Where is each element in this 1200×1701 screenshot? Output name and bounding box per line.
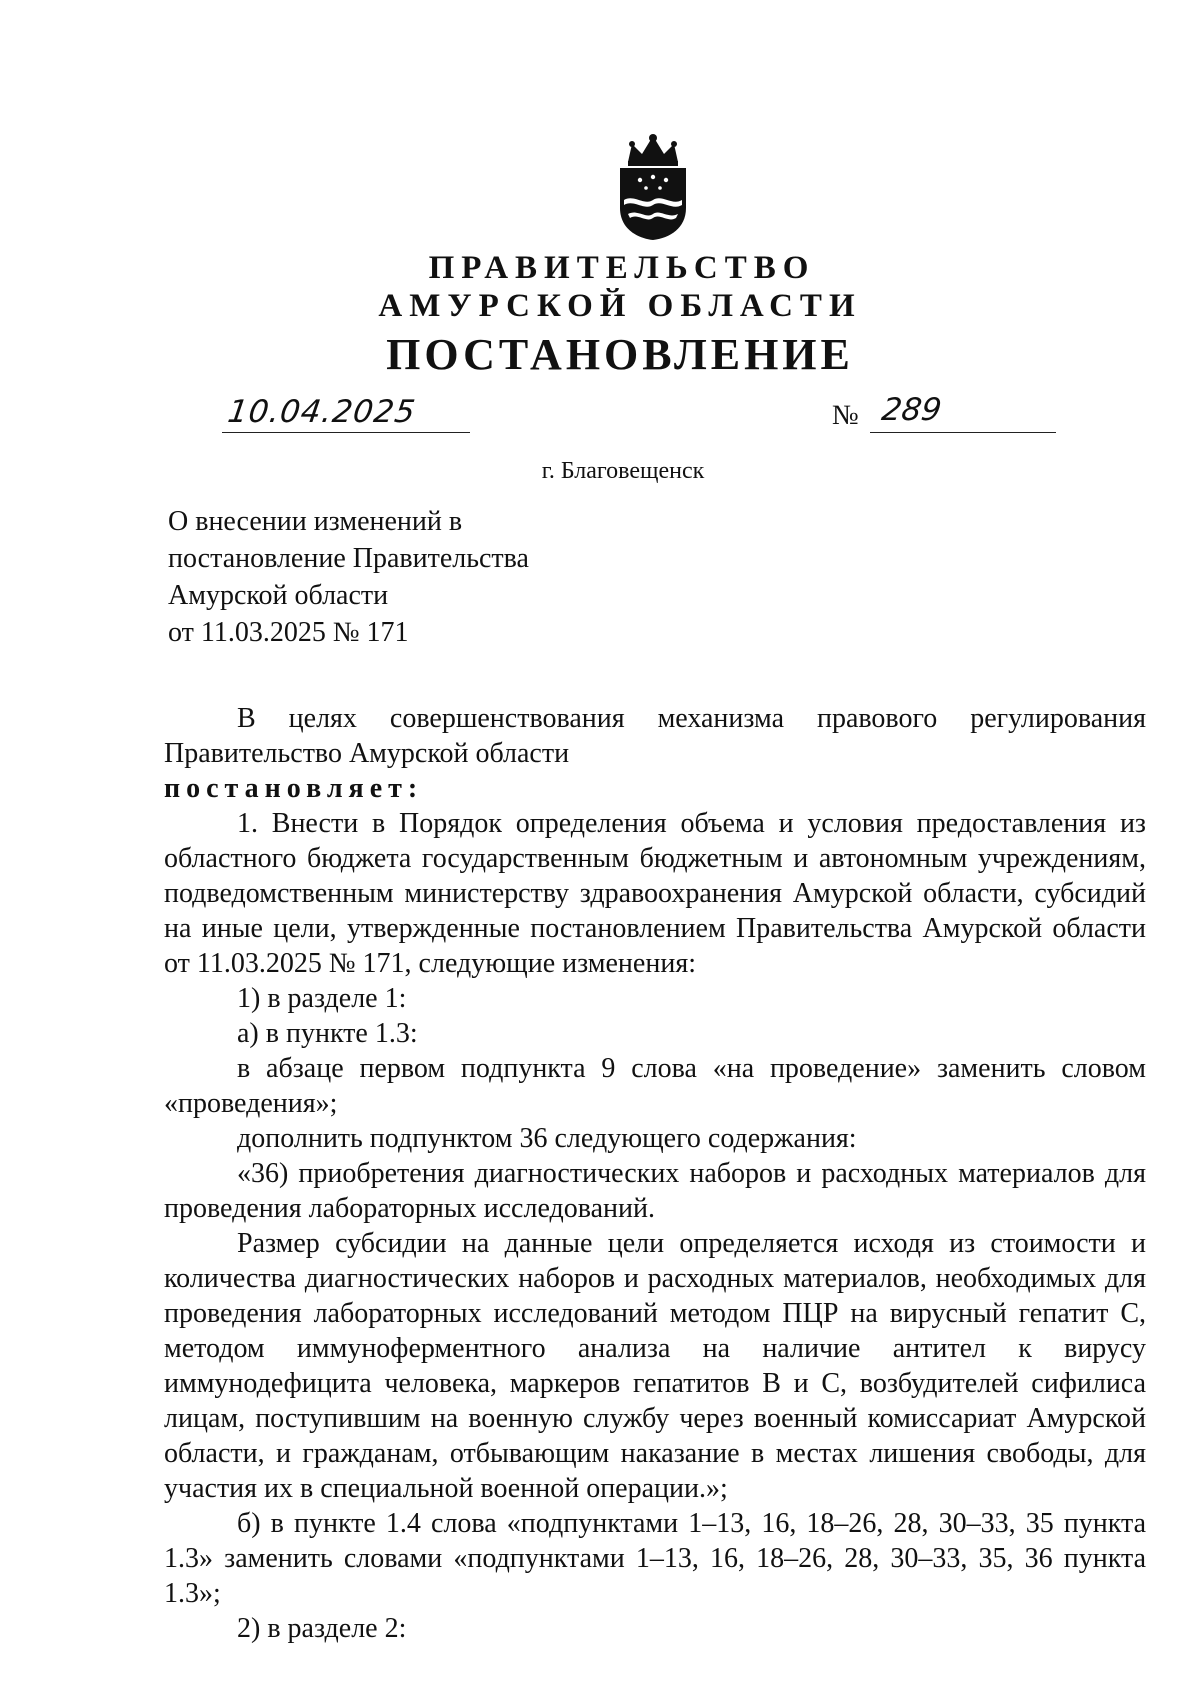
number-underline [870,432,1056,433]
document-number: 289 [879,392,944,428]
document-type-title: ПОСТАНОВЛЕНИЕ [386,330,854,379]
document-date: 10.04.2025 [225,394,419,430]
subject-line: от 11.03.2025 № 171 [168,617,409,648]
paragraph: 1) в разделе 1: [237,983,407,1014]
organization-name-line1: ПРАВИТЕЛЬСТВО [428,250,816,286]
subject-line: Амурской области [168,580,389,611]
resolves-heading: постановляет: [164,773,424,804]
paragraph: дополнить подпунктом 36 следующего содержания: [237,1123,857,1154]
subject-line: постановление Правительства [168,543,529,574]
paragraph: а) в пункте 1.3: [237,1018,418,1049]
document-body [164,701,1146,1646]
paragraph: в абзаце первом подпункта 9 слова «на проведение» заменить словом «проведения»; [164,1053,1146,1119]
organization-name-line2: АМУРСКОЙ ОБЛАСТИ [378,288,862,324]
paragraph: 1. Внести в Порядок определения объема и условия предоставления из областного бюджета государственным бюджетным и автономным учреждениям, подведомственным министерству здравоохранения Амурской области, субсидий на иные цели, утвержденные постановлением Правительства Амурской области от 11.03.2025 № 171, следующие изменения: [164,808,1146,979]
paragraph: «36) приобретения диагностических наборов и расходных материалов для проведения лабораторных исследований. [164,1158,1146,1224]
date-underline [222,432,470,433]
intro-line: В целях совершенствования механизма правового регулирования [237,703,1146,734]
document-subject [168,503,529,651]
city-name: г. Благовещенск [541,458,705,484]
paragraph: Размер субсидии на данные цели определяется исходя из стоимости и количества диагностических наборов и расходных материалов, необходимых для проведения лабораторных исследований методом ПЦР на вирусный гепатит С, методом иммуноферментного анализа на наличие антител к вирусу иммунодефицита человека, маркеров гепатитов В и С, возбудителей сифилиса лицам, поступившим на военную службу через военный комиссариат Амурской области, и гражданам, отбывающим наказание в местах лишения свободы, для участия их в специальной военной операции.»; [164,1228,1146,1504]
paragraph: б) в пункте 1.4 слова «подпунктами 1–13, 16, 18–26, 28, 30–33, 35 пункта 1.3» заменить словами «подпунктами 1–13, 16, 18–26, 28, 30–33, 35, 36 пункта 1.3»; [164,1508,1146,1609]
number-label: № [832,400,859,431]
subject-line: О внесении изменений в [168,506,463,537]
coat-of-arms-icon [614,132,692,242]
paragraph: 2) в разделе 2: [237,1613,407,1644]
intro-line: Правительство Амурской области [164,738,570,769]
